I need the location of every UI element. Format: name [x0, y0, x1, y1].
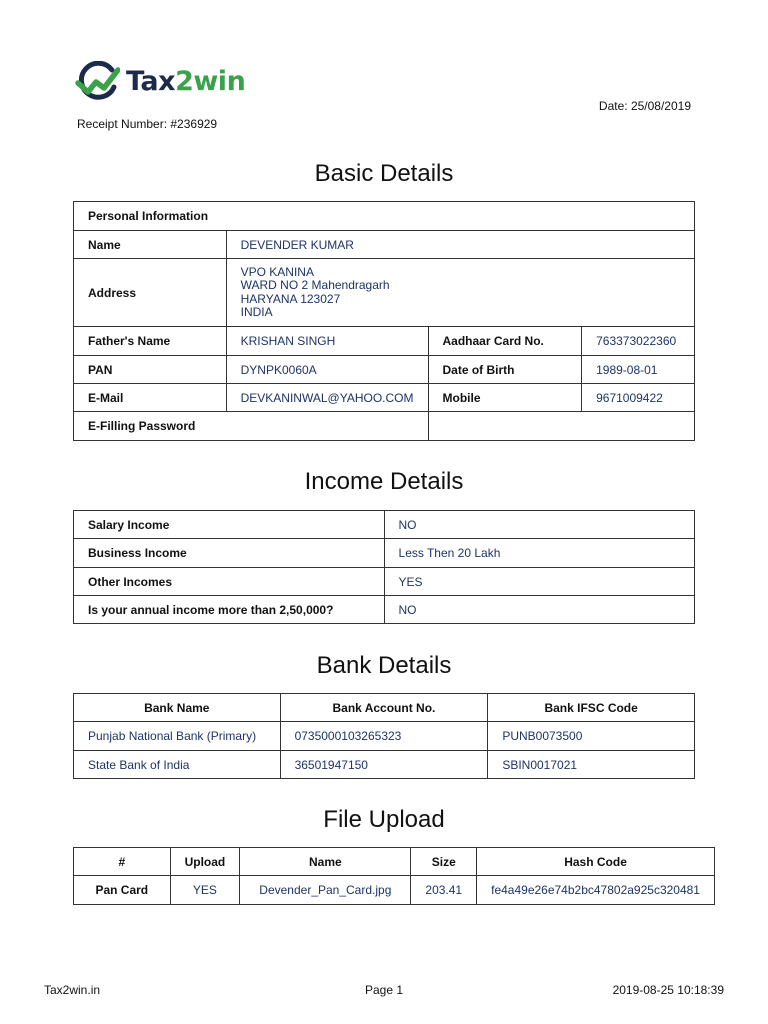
income-value: YES: [384, 568, 694, 596]
table-row: [74, 412, 695, 441]
name-label: Name: [74, 231, 227, 259]
receipt-number: Receipt Number: #236929: [77, 117, 218, 131]
aadhaar-label: Aadhaar Card No.: [428, 327, 582, 356]
column-header: Size: [411, 848, 477, 876]
file-type: Pan Card: [74, 876, 171, 905]
table-row: [74, 327, 695, 356]
basic-details-title: Basic Details: [314, 160, 454, 187]
pan-label: PAN: [74, 356, 227, 384]
income-value: NO: [384, 596, 694, 624]
address-line: INDIA: [240, 305, 273, 319]
income-label: Is your annual income more than 2,50,000?: [74, 596, 385, 624]
table-header-row: [74, 694, 695, 722]
tax2win-logo-icon: [74, 61, 120, 101]
logo-wordmark: Tax2win: [126, 65, 246, 97]
table-header-row: [74, 848, 715, 876]
bank-account-number: 36501947150: [280, 751, 488, 779]
address-line: WARD NO 2 Mahendragarh: [240, 278, 390, 292]
address-line: HARYANA 123027: [240, 291, 341, 306]
bank-ifsc-code: PUNB0073500: [488, 722, 695, 751]
file-hash-code: fe4a49e26e74b2bc47802a925c320481: [477, 876, 715, 905]
father-name-label: Father's Name: [74, 327, 227, 356]
bank-ifsc-code: SBIN0017021: [488, 751, 695, 779]
email-value: DEVKANINWAL@YAHOO.COM: [226, 384, 428, 412]
column-header: Bank Name: [74, 694, 281, 722]
table-row: [74, 231, 695, 259]
address-line: VPO KANINA: [240, 264, 314, 279]
efiling-password-label: E-Filling Password: [74, 412, 429, 441]
basic-details-table: [73, 201, 695, 441]
income-label: Other Incomes: [74, 568, 385, 596]
receipt-date: Date: 25/08/2019: [598, 99, 691, 113]
income-value: NO: [384, 511, 694, 539]
bank-name: Punjab National Bank (Primary): [74, 722, 281, 751]
file-upload-table: [73, 847, 715, 905]
income-value: Less Then 20 Lakh: [384, 539, 694, 568]
name-value: DEVENDER KUMAR: [226, 231, 694, 259]
table-row: [74, 539, 695, 568]
bank-details-title: Bank Details: [316, 652, 452, 679]
column-header: Name: [240, 848, 411, 876]
efiling-password-value: [428, 412, 695, 441]
income-details-table: [73, 510, 695, 624]
file-size: 203.41: [411, 876, 477, 905]
column-header: Hash Code: [477, 848, 715, 876]
address-value: [226, 259, 694, 327]
mobile-value: 9671009422: [582, 384, 695, 412]
table-row: [74, 511, 695, 539]
table-row: [74, 722, 695, 751]
personal-info-heading: Personal Information: [74, 202, 695, 231]
mobile-label: Mobile: [428, 384, 582, 412]
tax2win-logo: [74, 60, 245, 102]
address-label: Address: [74, 259, 227, 327]
table-row: [74, 259, 695, 327]
email-label: E-Mail: [74, 384, 227, 412]
column-header: Bank IFSC Code: [488, 694, 695, 722]
footer-site: Tax2win.in: [44, 983, 101, 997]
table-row: [74, 356, 695, 384]
bank-name: State Bank of India: [74, 751, 281, 779]
table-row: [74, 568, 695, 596]
pan-value: DYNPK0060A: [226, 356, 428, 384]
file-upload-status: YES: [170, 876, 240, 905]
footer-page-number: Page 1: [364, 983, 404, 997]
bank-details-table: [73, 693, 695, 779]
bank-account-number: 0735000103265323: [280, 722, 488, 751]
aadhaar-value: 763373022360: [582, 327, 695, 356]
column-header: Bank Account No.: [280, 694, 488, 722]
income-label: Salary Income: [74, 511, 385, 539]
table-row: [74, 384, 695, 412]
table-row: [74, 202, 695, 231]
file-name: Devender_Pan_Card.jpg: [240, 876, 411, 905]
income-details-title: Income Details: [304, 468, 464, 495]
table-row: [74, 596, 695, 624]
father-name-value: KRISHAN SINGH: [226, 327, 428, 356]
column-header: #: [74, 848, 171, 876]
footer-timestamp: 2019-08-25 10:18:39: [612, 983, 724, 997]
column-header: Upload: [170, 848, 240, 876]
file-upload-title: File Upload: [323, 806, 445, 833]
dob-label: Date of Birth: [428, 356, 582, 384]
table-row: [74, 751, 695, 779]
table-row: [74, 876, 715, 905]
dob-value: 1989-08-01: [582, 356, 695, 384]
income-label: Business Income: [74, 539, 385, 568]
